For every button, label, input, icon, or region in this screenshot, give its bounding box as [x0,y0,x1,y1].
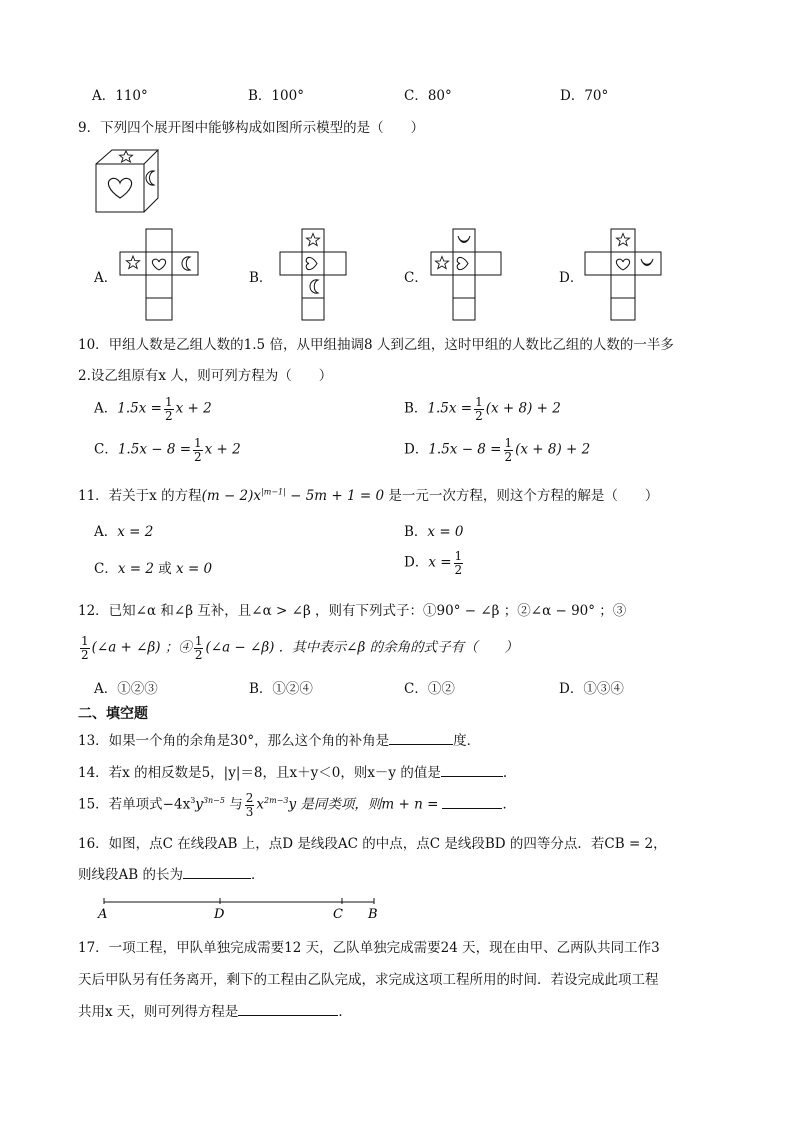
point-label-d: D [214,907,225,922]
q10-option-c: C．1.5x − 8 = $\frac{1}{2}$ x + 2 [94,436,241,464]
cube-heart-icon [108,178,131,198]
cube-model-figure [94,146,164,216]
q10-line1: 10．甲组人数是乙组人数的1.5 倍，从甲组抽调8 人到乙组，这时甲组的人数比乙组的人数的一半多 [78,337,674,353]
q12-option-b: B．①②④ [249,681,313,697]
moon-icon [641,259,653,266]
q14-text: 14．若x 的相反数是5，|y|＝8，且x＋y＜0，则x－y 的值是 . [78,765,508,781]
moon-icon [182,257,190,270]
q10-line2: 2.设乙组原有x 人，则可列方程为（ ） [78,368,333,384]
q11-option-a: A．x = 2 [94,524,154,540]
cube-moon-icon [146,171,154,185]
q17-line1: 17．一项工程，甲队单独完成需要12 天，乙队单独完成需要24 天，现在由甲、乙两队共同工作3 [78,940,660,956]
q10-option-a: A．1.5x = $\frac{1}{2}$ x + 2 [94,395,212,423]
point-label-a: A [98,907,108,922]
q9-net-b [276,229,356,321]
q16-segment-figure [96,892,386,924]
q10-option-b: B．1.5x = $\frac{1}{2}$ (x + 8) + 2 [404,395,561,423]
q12-option-c: C．①② [404,681,455,697]
cube-star-icon [120,151,133,162]
star-icon [307,234,320,246]
q15-text: 15．若单项式$-4x^3y^{3n-5}$ 与 $\frac{2}{3}$ $x^{2m-3}y$ 是同类项，则m + n = ． [78,791,516,819]
point-label-c: C [333,907,343,922]
q8-option-d: D．70° [560,88,609,104]
q9-option-a-label: A． [94,270,118,286]
q12-option-d: D．①③④ [559,681,624,697]
point-label-b: B [368,907,378,922]
q17-line2: 天后甲队另有任务离开，剩下的工程由乙队完成，求完成这项工程所用的时间．若设完成此项工程 [78,972,659,988]
q13-answer-blank[interactable] [389,732,453,745]
heart-icon [457,257,468,269]
q9-option-d-label: D． [559,270,584,286]
q8-option-b: B．100° [248,88,304,104]
star-icon [126,256,139,269]
q17-answer-blank[interactable] [238,1003,338,1016]
q14-answer-blank[interactable] [441,764,503,777]
heart-icon [306,257,317,269]
q11-text: 11．若关于x 的方程$(m - 2)x^{|m-1|} - 5m + 1 = 0$ 是一元一次方程，则这个方程的解是（ ） [78,487,659,504]
heart-icon [152,259,165,270]
q12-line1: 12．已知∠α 和∠β 互补，且∠α > ∠β ，则有下列式子：①90° − ∠β ；②∠α − 90° ；③ [78,603,627,619]
q16-line1: 16．如图，点C 在线段AB 上，点D 是线段AC 的中点，点C 是线段BD 的四等分点．若CB = 2， [78,836,667,852]
q12-line2: $\frac{1}{2}$ (∠a + ∠β) ；④ $\frac{1}{2}$ (∠a − ∠β) ．其中表示∠β 的余角的式子有（ ） [81,634,519,662]
q10-option-d: D．1.5x − 8 = $\frac{1}{2}$ (x + 8) + 2 [404,436,591,464]
q9-net-a [120,229,200,321]
moon-icon [310,280,318,293]
q9-net-c [429,229,509,321]
q11-option-c: C．x = 2 或 x = 0 [94,561,213,577]
q11-option-d: D．x = $\frac{1}{2}$ [404,549,463,577]
q8-option-a: A．110° [92,88,148,104]
q16-answer-blank[interactable] [183,866,251,879]
moon-icon [458,236,470,243]
q9-option-b-label: B． [249,270,273,286]
section-heading-fill-in: 二、填空题 [78,706,148,722]
star-icon [436,257,449,269]
q13-text: 13．如果一个角的余角是30°，那么这个角的补角是 度． [78,733,481,749]
q9-text: 9．下列四个展开图中能够构成如图所示模型的是（ ） [78,120,425,136]
q9-net-d [585,229,665,321]
heart-icon [616,259,629,270]
q11-option-b: B．x = 0 [404,524,464,540]
q17-line3: 共用x 天，则可列得方程是 ． [78,1004,352,1020]
q15-answer-blank[interactable] [442,796,502,809]
q16-line2: 则线段AB 的长为 ． [78,867,265,883]
star-icon [617,234,630,246]
q9-option-c-label: C． [404,270,428,286]
q8-option-c: C．80° [404,88,452,104]
q12-option-a: A．①②③ [94,681,158,697]
